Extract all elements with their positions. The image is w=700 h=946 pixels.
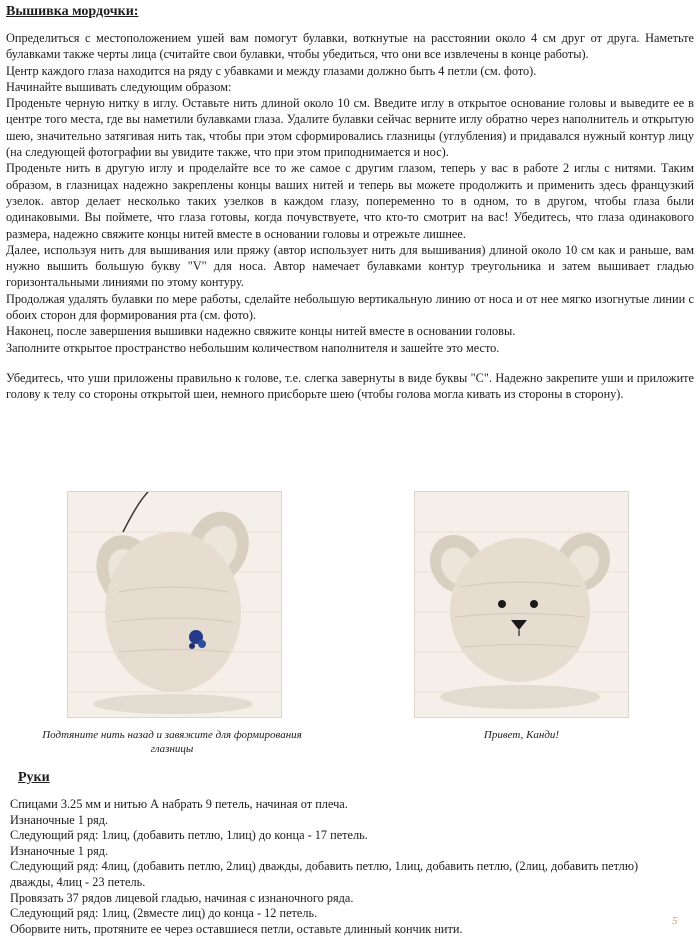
- bear-face-front-illustration: [415, 492, 628, 717]
- paragraph: Проденьте черную нитку в иглу. Оставьте нить длиной около 10 см. Введите иглу в открытое основание головы и выведите ее в центре того места, где вы наметили булавками глаза. Удалите булавки сейчас верните иглу обратно через наполнитель и открытую шею, значительно затягивая нить так, чтобы при этом сформировались глазницы (углубления) и придавался нужный контур лицу (на следующей фотографии вы увидите также, что при этом приподнимается и нос).: [6, 96, 694, 160]
- paragraph: Заполните открытое пространство небольшим количеством наполнителя и зашейте это место.: [6, 340, 500, 355]
- paragraph: Далее, используя нить для вышивания или пряжу (автор использует нить для вышивания) длиной около 10 см как и раньше, вам нужно вышить большую букву "V" для носа. Автор намечает булавками контур треугольника и затем вышивает гладью горизонтальными линиями по этому контуру.: [6, 242, 694, 290]
- instruction-step: Оборвите нить, протяните ее через оставшиеся петли, оставьте длинный кончик нити.: [10, 921, 463, 936]
- instruction-step: Спицами 3.25 мм и нитью А набрать 9 петель, начиная от плеча.: [10, 797, 348, 811]
- paragraph: Определиться с местоположением ушей вам помогут булавки, воткнутые на расстоянии около 4 см друг от друга. Наметьте булавками также черты лица (считайте свои булавки, чтобы убедиться, что они все извлечены в конце работы).: [6, 31, 694, 62]
- arms-instructions: [10, 797, 680, 937]
- paragraph: Проденьте нить в другую иглу и проделайте все то же самое с другим глазом, теперь у вас в работе 2 иглы с нитями. Таким образом, в глазницах надежно закреплены концы ваших нитей и теперь вы можете продолжить и применить здесь французкий узелок. автор делает несколько таких узелков в каждом глазу, попеременно то в одном, то в другом, чтобы глаза были одинаковыми. Вы поймете, что глаза готовы, когда почувствуете, что кто-то смотрит на вас! Убедитесь, что глаза одинакового размера, надежно свяжите концы нитей вместе в основании головы и отрежьте лишнее.: [6, 161, 694, 241]
- bear-head-side-illustration: [68, 492, 281, 717]
- instruction-step: Провязать 37 рядов лицевой гладью, начиная с изнаночного ряда.: [10, 890, 354, 905]
- paragraph: Наконец, после завершения вышивки надежно свяжите концы нитей вместе в основании головы.: [6, 324, 516, 339]
- instruction-step: Следующий ряд: 1лиц, (добавить петлю, 1лиц) до конца - 17 петель.: [10, 828, 368, 843]
- paragraph: Центр каждого глаза находится на ряду с убавками и между глазами должно быть 4 петли (см. фото).: [6, 63, 537, 78]
- instruction-step: Изнаночные 1 ряд.: [10, 843, 109, 858]
- photo-bear-face-finished: [415, 492, 628, 717]
- photo-caption-right: Привет, Канди!: [483, 729, 560, 741]
- paragraph: Начинайте вышивать следующим образом:: [6, 79, 232, 94]
- instruction-step: Следующий ряд: 4лиц, (добавить петлю, 2лиц) дважды, добавить петлю, 1лиц, добавить петлю, (2лиц, добавить петлю) дважды, 4лиц - 23 петель.: [10, 859, 639, 889]
- page-number: 5: [672, 915, 678, 927]
- photo-caption-left: Подтяните нить назад и завяжите для формирования глазницы: [42, 729, 302, 755]
- instructions-body: [6, 30, 694, 403]
- instruction-step: Изнаночные 1 ряд.: [10, 812, 109, 827]
- closing-paragraph: Убедитесь, что уши приложены правильно к голове, т.е. слегка завернуты в виде буквы "С". Надежно закрепите уши и приложите голову к телу со стороны открытой шеи, немного присборьте шею (чтобы голова могла кивать из стороны в сторону).: [6, 370, 694, 402]
- paragraph: Продолжая удалять булавки по мере работы, сделайте небольшую вертикальную линию от носа и от нее мягко изогнутые линии с обоих сторон для формирования рта (см. фото).: [6, 291, 694, 323]
- section-heading-face-embroidery: Вышивка мордочки:: [6, 4, 139, 19]
- photo-bear-head-eye-socket: [68, 492, 281, 717]
- section-heading-arms: Руки: [18, 770, 50, 785]
- instruction-step: Следующий ряд: 1лиц, (2вместе лиц) до конца - 12 петель.: [10, 906, 318, 921]
